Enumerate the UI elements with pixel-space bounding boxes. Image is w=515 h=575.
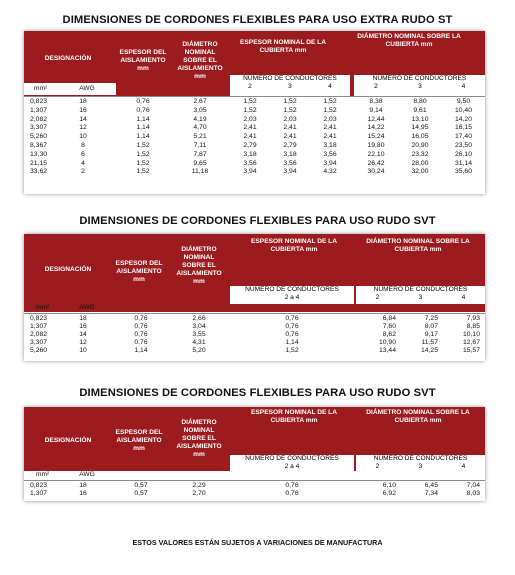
table-cell: 7,25 <box>424 315 438 322</box>
table-cell: 3,55 <box>192 331 206 338</box>
table-cell: 5,260 <box>30 347 48 354</box>
table-row <box>24 98 485 106</box>
table-cell: 2,41 <box>283 124 297 132</box>
table-cell: 2 <box>81 168 85 176</box>
header-espesor-aislamiento: ESPESOR DEL AISLAMIENTO mm <box>115 429 163 452</box>
table-cell: 1,14 <box>285 339 299 346</box>
table-cell: 11,57 <box>421 339 438 346</box>
table-cell: 2,70 <box>192 490 206 498</box>
unit-mm2: mm² <box>36 304 50 311</box>
table-cell: 5,21 <box>193 133 207 141</box>
table-card-rudo-svt <box>24 234 485 361</box>
table-cell: 3,56 <box>243 159 257 167</box>
table-cell: 6,92 <box>382 490 396 498</box>
header-diametro-nominal: DIÁMETRO NOMINAL SOBRE EL AISLAMIENTO mm <box>176 419 222 458</box>
table-cell: 0,823 <box>30 98 48 105</box>
table-cell: 0,76 <box>285 331 299 338</box>
table-cell: 0,57 <box>134 490 148 498</box>
table-row <box>24 124 485 132</box>
table-row <box>24 168 485 176</box>
table-cell: 1,52 <box>136 168 150 176</box>
header-espesor-cubierta: ESPESOR NOMINAL DE LA CUBIERTA mm <box>251 238 337 253</box>
subheader-col: 2 <box>375 294 380 301</box>
table-cell: 9,14 <box>369 106 383 114</box>
table-cell: 19,80 <box>367 142 385 149</box>
table-cell: 1,307 <box>30 490 48 498</box>
table-cell: 2,082 <box>30 115 48 123</box>
table-cell: 3,18 <box>283 150 297 158</box>
table-cell: 2,03 <box>323 115 337 123</box>
subheader-conductores-1 <box>230 75 350 96</box>
table-cell: 3,18 <box>323 142 337 149</box>
table-cell: 0,76 <box>285 323 299 330</box>
table-cell: 3,05 <box>193 106 207 114</box>
table-row <box>24 490 485 498</box>
table-cell: 8,62 <box>382 331 396 338</box>
subheader-label: NÚMERO DE CONDUCTORES <box>243 75 337 82</box>
table-cell: 8,367 <box>30 142 48 149</box>
table-cell: 1,307 <box>30 323 48 330</box>
table-cell: 1,52 <box>136 150 150 158</box>
subheader-col: 3 <box>418 83 422 90</box>
table-cell: 12 <box>79 339 87 346</box>
header-diametro-nominal: DIÁMETRO NOMINAL SOBRE EL AISLAMIENTO mm <box>177 41 223 80</box>
table-cell: 2,41 <box>283 133 297 141</box>
table-cell: 9,50 <box>456 98 471 105</box>
footnote: ESTOS VALORES ESTÁN SUJETOS A VARIACIONES DE MANUFACTURA <box>132 538 383 547</box>
table-cell: 9,17 <box>424 331 438 338</box>
table-cell: 5,260 <box>30 133 48 141</box>
table-cell: 1,14 <box>136 124 150 132</box>
table-cell: 10,90 <box>378 339 396 346</box>
table-cell: 14,95 <box>411 124 429 132</box>
table-row <box>24 142 485 150</box>
table-cell: 8,85 <box>466 323 480 330</box>
header-espesor-cubierta: ESPESOR NOMINAL DE LA CUBIERTA mm <box>251 409 337 424</box>
table-cell: 13,10 <box>411 115 429 123</box>
table-cell: 0,76 <box>285 482 299 489</box>
table-row <box>24 107 485 115</box>
table-row <box>24 482 485 490</box>
table-row <box>24 347 485 355</box>
table-cell: 1,307 <box>30 106 48 114</box>
header-designacion: DESIGNACIÓN <box>44 266 92 273</box>
table-cell: 3,56 <box>283 159 297 167</box>
table-cell: 6,45 <box>424 482 438 489</box>
table-cell: 22,10 <box>367 150 385 158</box>
table-row <box>24 116 485 124</box>
table-cell: 1,52 <box>285 347 299 354</box>
table-cell: 8 <box>81 142 85 149</box>
table-cell: 23,32 <box>411 150 429 158</box>
table-cell: 35,60 <box>454 168 472 176</box>
table-cell: 11,18 <box>191 168 209 176</box>
table-row <box>24 151 485 159</box>
table-cell: 2,79 <box>243 142 257 149</box>
subheader-col: 4 <box>461 463 466 470</box>
table-cell: 2,41 <box>323 124 337 132</box>
table-cell: 7,60 <box>382 323 396 330</box>
table-row <box>24 315 485 323</box>
table-cell: 3,94 <box>323 159 337 167</box>
table-cell: 4,70 <box>193 124 207 132</box>
subheader-conductores-1 <box>230 286 354 304</box>
table-cell: 8,07 <box>424 323 438 330</box>
table-cell: 0,76 <box>285 315 299 322</box>
subheader-col: 2 a 4 <box>284 463 300 470</box>
table-cell: 16,05 <box>411 133 429 141</box>
subheader-col: 4 <box>461 83 466 90</box>
table-cell: 1,14 <box>136 115 150 123</box>
table-cell: 4,31 <box>192 339 206 346</box>
table-cell: 16 <box>79 323 87 330</box>
section-title: DIMENSIONES DE CORDONES FLEXIBLES PARA USO RUDO SVT <box>79 387 436 399</box>
header-diametro-nominal: DIÁMETRO NOMINAL SOBRE EL AISLAMIENTO mm <box>176 246 222 285</box>
table-cell: 6,84 <box>382 315 396 322</box>
section-title: DIMENSIONES DE CORDONES FLEXIBLES PARA USO RUDO SVT <box>79 215 436 227</box>
table-cell: 5,20 <box>192 347 206 354</box>
table-cell: 1,52 <box>323 106 337 114</box>
table-row <box>24 331 485 339</box>
table-cell: 1,52 <box>283 106 297 114</box>
unit-awg: AWG <box>79 304 95 311</box>
table-cell: 14 <box>79 331 87 338</box>
table-cell: 12,44 <box>367 115 385 123</box>
table-cell: 2,79 <box>283 142 297 149</box>
unit-mm2: mm² <box>34 85 48 92</box>
unit-row <box>24 304 485 313</box>
table-cell: 1,52 <box>136 159 150 167</box>
table-cell: 15,57 <box>462 347 480 354</box>
subheader-label: NÚMERO DE CONDUCTORES <box>245 455 339 462</box>
table-cell: 2,082 <box>30 331 48 338</box>
table-cell: 4 <box>81 159 85 167</box>
table-cell: 2,41 <box>243 124 257 132</box>
table-cell: 21,15 <box>30 159 48 167</box>
subheader-col: 2 <box>375 463 380 470</box>
table-cell: 0,823 <box>30 315 48 322</box>
subheader-col: 3 <box>288 83 292 90</box>
table-cell: 13,30 <box>30 150 48 158</box>
table-cell: 26,10 <box>454 150 472 158</box>
header-diametro-cubierta: DIÁMETRO NOMINAL SOBRE LA CUBIERTA mm <box>366 409 470 424</box>
table-cell: 14,22 <box>367 124 385 132</box>
table-card-extra-rudo-st <box>24 31 485 194</box>
table-cell: 3,94 <box>283 168 297 176</box>
table-cell: 3,56 <box>323 150 337 158</box>
table-cell: 7,87 <box>193 150 207 158</box>
subheader-col: 3 <box>418 463 423 470</box>
subheader-col: 2 <box>374 83 378 90</box>
table-cell: 0,76 <box>134 331 148 338</box>
unit-row <box>24 471 485 480</box>
table-cell: 0,76 <box>136 106 150 114</box>
subheader-label: NÚMERO DE CONDUCTORES <box>372 75 467 82</box>
unit-awg: AWG <box>79 471 95 478</box>
table-cell: 10 <box>79 133 87 141</box>
table-cell: 10,40 <box>454 106 472 114</box>
table-cell: 7,34 <box>424 490 438 498</box>
table-cell: 1,14 <box>136 133 150 141</box>
table-cell: 18 <box>79 482 87 489</box>
table-cell: 2,03 <box>283 115 297 123</box>
table-row <box>24 160 485 168</box>
subheader-label: NÚMERO DE CONDUCTORES <box>373 286 468 293</box>
section-title: DIMENSIONES DE CORDONES FLEXIBLES PARA USO EXTRA RUDO ST <box>62 14 453 26</box>
table-cell: 9,65 <box>193 159 207 167</box>
table-cell: 30,24 <box>367 168 385 176</box>
table-card-rudo-svt-2 <box>24 407 485 501</box>
table-cell: 23,50 <box>454 142 472 149</box>
table-cell: 12 <box>79 124 87 132</box>
subheader-col: 3 <box>418 294 423 301</box>
table-cell: 26,42 <box>367 159 385 167</box>
table-cell: 2,41 <box>243 133 257 141</box>
table-row <box>24 339 485 347</box>
table-row <box>24 133 485 141</box>
table-cell: 7,04 <box>466 482 480 489</box>
table-cell: 14 <box>79 115 87 123</box>
table-cell: 8,80 <box>413 98 427 105</box>
table-cell: 3,04 <box>192 323 206 330</box>
table-cell: 8,03 <box>466 490 480 498</box>
table-cell: 7,93 <box>466 315 480 322</box>
table-cell: 28,00 <box>411 159 429 167</box>
subheader-col: 2 <box>248 83 252 90</box>
table-cell: 6 <box>81 150 85 158</box>
table-cell: 2,29 <box>192 482 206 489</box>
table-cell: 2,41 <box>323 133 337 141</box>
table-cell: 31,14 <box>454 159 472 167</box>
table-cell: 2,66 <box>192 315 206 322</box>
table-cell: 0,57 <box>134 482 148 489</box>
subheader-col: 4 <box>328 83 332 90</box>
table-cell: 33,62 <box>30 168 48 176</box>
header-espesor-aislamiento: ESPESOR DEL AISLAMIENTO mm <box>115 260 163 283</box>
table-cell: 1,52 <box>243 98 257 105</box>
table-cell: 14,20 <box>454 115 472 123</box>
table-cell: 10 <box>79 347 87 354</box>
unit-mm2: mm² <box>36 471 50 478</box>
table-cell: 32,00 <box>411 168 429 176</box>
table-cell: 16 <box>79 490 87 498</box>
subheader-col: 2 a 4 <box>284 294 300 301</box>
subheader-conductores-2 <box>356 455 485 471</box>
table-cell: 17,40 <box>454 133 472 141</box>
table-cell: 8,38 <box>369 98 383 105</box>
subheader-conductores-1 <box>230 455 354 471</box>
table-cell: 10,10 <box>462 331 480 338</box>
table-cell: 1,52 <box>136 142 150 149</box>
header-espesor-cubierta: ESPESOR NOMINAL DE LA CUBIERTA mm <box>240 39 326 54</box>
table-cell: 9,61 <box>413 106 427 114</box>
table-cell: 6,10 <box>382 482 396 489</box>
table-cell: 3,18 <box>243 150 257 158</box>
header-diametro-cubierta: DIÁMETRO NOMINAL SOBRE LA CUBIERTA mm <box>357 33 461 48</box>
table-cell: 3,307 <box>30 339 48 346</box>
header-designacion: DESIGNACIÓN <box>44 55 92 62</box>
table-cell: 14,25 <box>420 347 438 354</box>
header-diametro-cubierta: DIÁMETRO NOMINAL SOBRE LA CUBIERTA mm <box>366 238 470 253</box>
table-cell: 18 <box>79 315 87 322</box>
table-cell: 20,90 <box>411 142 429 149</box>
table-cell: 1,14 <box>134 347 148 354</box>
table-cell: 0,76 <box>134 339 148 346</box>
table-cell: 13,44 <box>378 347 396 354</box>
table-cell: 0,76 <box>136 98 150 105</box>
unit-awg: AWG <box>79 85 95 92</box>
table-cell: 0,76 <box>134 315 148 322</box>
table-cell: 16,15 <box>454 124 472 132</box>
table-cell: 3,307 <box>30 124 48 132</box>
table-cell: 3,94 <box>243 168 257 176</box>
table-cell: 4,32 <box>323 168 337 176</box>
header-designacion: DESIGNACIÓN <box>44 437 92 444</box>
subheader-conductores-2 <box>356 286 485 304</box>
table-cell: 7,11 <box>193 142 207 149</box>
table-cell: 0,76 <box>134 323 148 330</box>
table-cell: 1,52 <box>283 98 297 105</box>
table-cell: 15,24 <box>367 133 385 141</box>
table-cell: 12,67 <box>462 339 480 346</box>
table-cell: 16 <box>79 106 87 114</box>
subheader-label: NÚMERO DE CONDUCTORES <box>245 286 339 293</box>
table-cell: 4,19 <box>193 115 207 123</box>
table-cell: 18 <box>79 98 87 105</box>
table-cell: 2,03 <box>243 115 257 123</box>
table-cell: 0,76 <box>285 490 299 498</box>
unit-row <box>24 83 116 95</box>
table-cell: 2,67 <box>193 98 207 105</box>
subheader-col: 4 <box>461 294 466 301</box>
table-row <box>24 323 485 331</box>
table-cell: 1,52 <box>243 106 257 114</box>
table-cell: 0,823 <box>30 482 48 489</box>
subheader-conductores-2 <box>354 75 485 96</box>
subheader-label: NÚMERO DE CONDUCTORES <box>373 455 468 462</box>
table-cell: 1,52 <box>323 98 337 105</box>
header-espesor-aislamiento: ESPESOR DEL AISLAMIENTO mm <box>119 49 167 72</box>
